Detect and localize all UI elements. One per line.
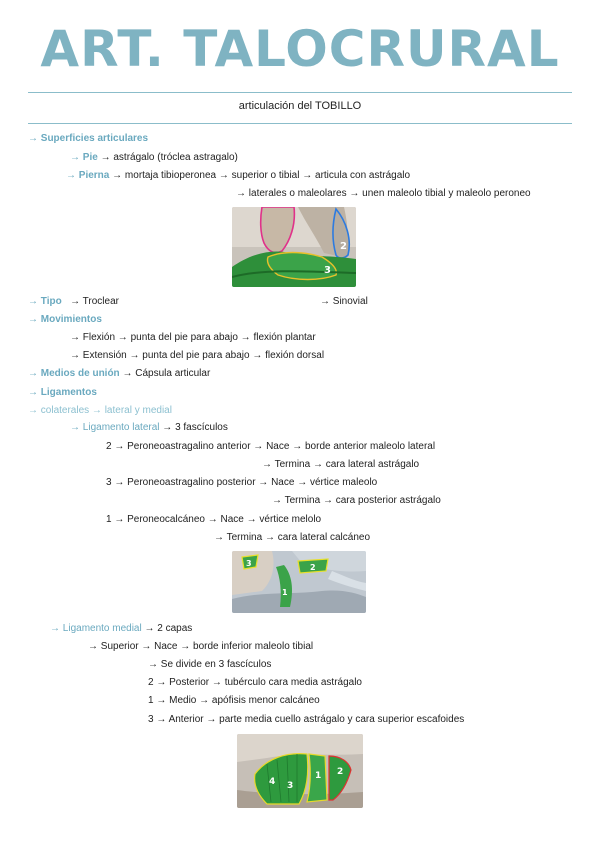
lateral-2-termina: → Termina → cara lateral astrágalo — [262, 459, 420, 470]
arrow-icon: → — [262, 459, 272, 470]
lateral-1-termina: → Termina → cara lateral calcáneo — [214, 532, 371, 543]
arrow-icon: → — [50, 623, 60, 634]
superficies-pie: → Pie → astrágalo (tróclea astragalo) — [70, 152, 238, 163]
figure-lateral-ligament — [232, 551, 366, 613]
figure-label: 3 — [246, 559, 252, 568]
arrow-icon: → — [28, 405, 38, 416]
medios-row: → Medios de unión → Cápsula articular — [28, 368, 211, 379]
superficies-heading: → Superficies articulares — [28, 133, 149, 144]
figure-label: 2 — [310, 563, 316, 572]
ligamentos-heading: → Ligamentos — [28, 387, 97, 398]
arrow-icon: → — [28, 296, 38, 307]
arrow-icon: → — [28, 387, 38, 398]
arrow-icon: → — [122, 368, 133, 379]
arrow-icon: → — [100, 152, 111, 163]
figure-label: 4 — [269, 777, 276, 787]
arrow-icon: → — [214, 532, 224, 543]
arrow-icon: → — [28, 133, 38, 144]
figure-label: 2 — [337, 767, 344, 777]
superficies-pierna-2: → laterales o maleolares → unen maleolo tibial y maleolo peroneo — [236, 188, 531, 199]
medial-medio: 1 → Medio → apófisis menor calcáneo — [148, 695, 320, 706]
arrow-icon: → — [236, 188, 246, 199]
arrow-icon: → — [144, 623, 155, 634]
ligamento-lateral-row: → Ligamento lateral → 3 fascículos — [70, 422, 228, 433]
medial-posterior: 2 → Posterior → tubérculo cara media astrágalo — [148, 677, 362, 688]
lateral-2-nace: 2 → Peroneoastragalino anterior → Nace → borde anterior maleolo lateral — [106, 441, 436, 452]
figure-label: 3 — [324, 265, 331, 276]
arrow-icon: → — [70, 332, 80, 343]
figure-ankle-surfaces — [232, 207, 356, 287]
arrow-icon: → — [66, 170, 76, 181]
arrow-icon: → — [28, 314, 38, 325]
arrow-icon: → — [162, 422, 173, 433]
arrow-icon: → — [70, 350, 80, 361]
arrow-icon: → — [70, 296, 81, 307]
superficies-pierna: → Pierna → mortaja tibioperonea → superior o tibial → articula con astrágalo — [66, 170, 411, 181]
movimientos-flexion: → Flexión → punta del pie para abajo → flexión plantar — [70, 332, 316, 343]
page-subtitle: articulación del TOBILLO — [238, 100, 362, 112]
ligamento-medial-row: → Ligamento medial → 2 capas — [50, 623, 193, 634]
arrow-icon: → — [70, 422, 80, 433]
figure-label: 2 — [340, 241, 347, 252]
tipo-sinovial: → Sinovial — [320, 296, 368, 307]
medial-superior-divide: → Se divide en 3 fascículos — [148, 659, 272, 670]
medial-anterior: 3 → Anterior → parte media cuello astrágalo y cara superior escafoides — [148, 714, 465, 725]
arrow-icon: → — [272, 495, 282, 506]
arrow-icon: → — [88, 641, 98, 652]
movimientos-extension: → Extensión → punta del pie para abajo → flexión dorsal — [70, 350, 325, 361]
arrow-icon: → — [112, 170, 123, 181]
bottom-divider — [28, 123, 572, 124]
tipo-row: → Tipo → Troclear — [28, 296, 119, 307]
figure-label: 1 — [315, 771, 322, 781]
arrow-icon: → — [70, 152, 80, 163]
figure-label: 3 — [287, 781, 294, 791]
arrow-icon: → — [28, 368, 38, 379]
movimientos-heading: → Movimientos — [28, 314, 102, 325]
page-title: ART. TALOCRURAL — [40, 20, 560, 78]
top-divider — [28, 92, 572, 93]
lateral-1-nace: 1 → Peroneocalcáneo → Nace → vértice melolo — [106, 514, 322, 525]
lateral-3-nace: 3 → Peroneoastragalino posterior → Nace → vértice maleolo — [106, 477, 378, 488]
ligamentos-colaterales: → colaterales → lateral y medial — [28, 405, 172, 416]
arrow-icon: → — [148, 659, 158, 670]
medial-superior-nace: → Superior → Nace → borde inferior maleolo tibial — [88, 641, 314, 652]
arrow-icon: → — [320, 296, 330, 307]
lateral-3-termina: → Termina → cara posterior astrágalo — [272, 495, 441, 506]
figure-label: 1 — [282, 588, 288, 597]
figure-medial-ligament — [237, 734, 363, 808]
